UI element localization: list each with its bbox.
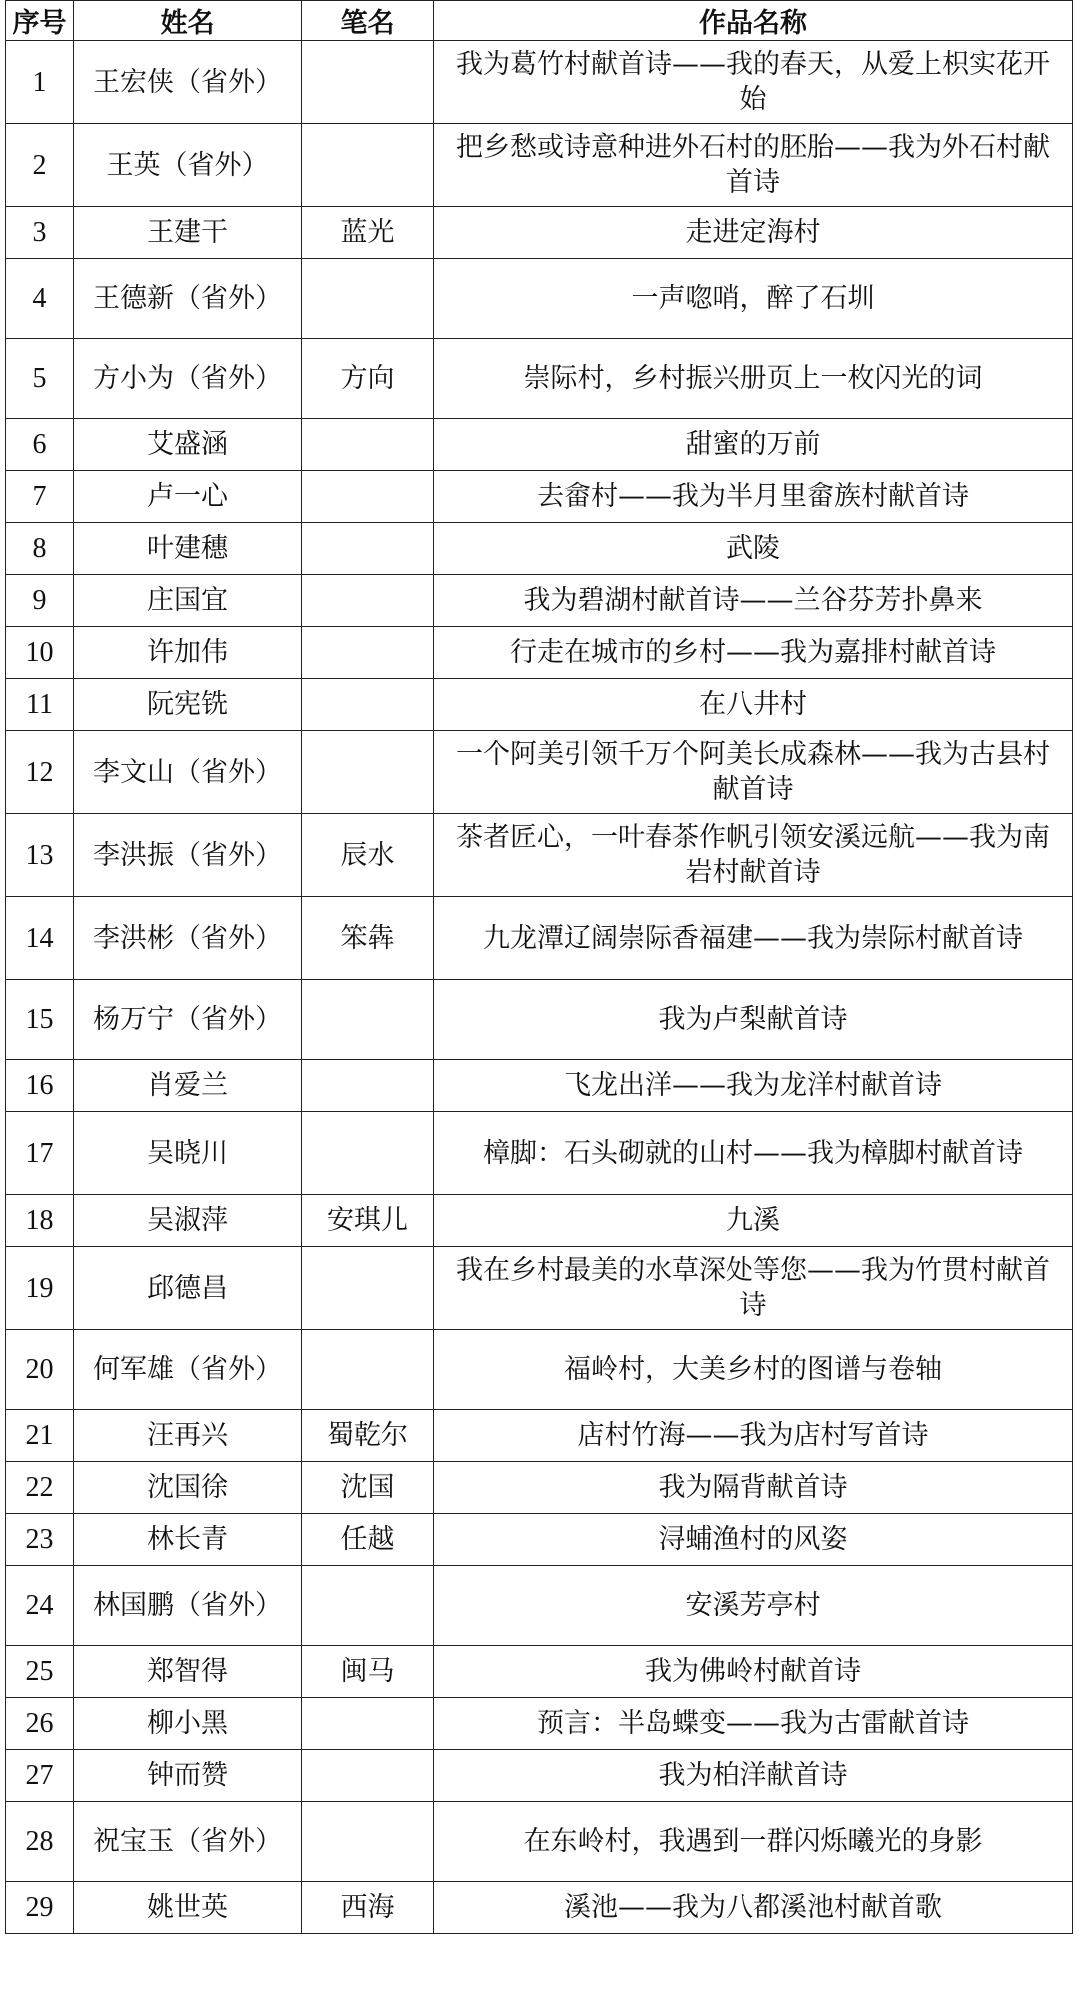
- cell-pen-name: [302, 41, 434, 124]
- table-row: [6, 1882, 1073, 1934]
- cell-pen-name: [302, 124, 434, 207]
- cell-pen-name: 方向: [302, 339, 434, 419]
- cell-name: 柳小黑: [74, 1698, 302, 1750]
- cell-name: 林国鹏（省外）: [74, 1566, 302, 1646]
- cell-number: 9: [6, 575, 74, 627]
- table-row: [6, 124, 1073, 207]
- cell-number: 3: [6, 207, 74, 259]
- cell-name: 许加伟: [74, 627, 302, 679]
- table-row: [6, 1247, 1073, 1330]
- cell-pen-name: 蜀乾尔: [302, 1410, 434, 1462]
- table-row: [6, 471, 1073, 523]
- cell-work-title: 走进定海村: [434, 207, 1073, 259]
- cell-number: 22: [6, 1462, 74, 1514]
- cell-work-title: 一个阿美引领千万个阿美长成森林——我为古县村献首诗: [434, 731, 1073, 814]
- cell-pen-name: [302, 471, 434, 523]
- cell-name: 方小为（省外）: [74, 339, 302, 419]
- table-row: [6, 1462, 1073, 1514]
- cell-pen-name: 辰水: [302, 814, 434, 897]
- cell-number: 2: [6, 124, 74, 207]
- cell-number: 6: [6, 419, 74, 471]
- cell-number: 8: [6, 523, 74, 575]
- cell-pen-name: [302, 980, 434, 1060]
- cell-work-title: 我为碧湖村献首诗——兰谷芬芳扑鼻来: [434, 575, 1073, 627]
- cell-work-title: 福岭村，大美乡村的图谱与卷轴: [434, 1330, 1073, 1410]
- cell-number: 25: [6, 1646, 74, 1698]
- cell-work-title: 在东岭村，我遇到一群闪烁曦光的身影: [434, 1802, 1073, 1882]
- cell-number: 27: [6, 1750, 74, 1802]
- cell-name: 林长青: [74, 1514, 302, 1566]
- cell-pen-name: 沈国: [302, 1462, 434, 1514]
- cell-name: 王英（省外）: [74, 124, 302, 207]
- header-row: [6, 1, 1073, 41]
- cell-number: 28: [6, 1802, 74, 1882]
- cell-name: 吴晓川: [74, 1112, 302, 1195]
- cell-name: 王宏侠（省外）: [74, 41, 302, 124]
- table-row: [6, 679, 1073, 731]
- cell-name: 祝宝玉（省外）: [74, 1802, 302, 1882]
- cell-name: 何军雄（省外）: [74, 1330, 302, 1410]
- cell-work-title: 我为隔背献首诗: [434, 1462, 1073, 1514]
- cell-pen-name: [302, 731, 434, 814]
- cell-name: 李洪振（省外）: [74, 814, 302, 897]
- cell-pen-name: [302, 575, 434, 627]
- table-row: [6, 980, 1073, 1060]
- cell-number: 16: [6, 1060, 74, 1112]
- cell-pen-name: 任越: [302, 1514, 434, 1566]
- cell-pen-name: [302, 1330, 434, 1410]
- cell-number: 21: [6, 1410, 74, 1462]
- cell-number: 13: [6, 814, 74, 897]
- table-row: [6, 1566, 1073, 1646]
- cell-work-title: 我为柏洋献首诗: [434, 1750, 1073, 1802]
- cell-name: 卢一心: [74, 471, 302, 523]
- cell-number: 20: [6, 1330, 74, 1410]
- table-row: [6, 1646, 1073, 1698]
- table-row: [6, 1112, 1073, 1195]
- cell-number: 17: [6, 1112, 74, 1195]
- cell-number: 12: [6, 731, 74, 814]
- cell-number: 5: [6, 339, 74, 419]
- table-row: [6, 627, 1073, 679]
- cell-name: 汪再兴: [74, 1410, 302, 1462]
- cell-work-title: 甜蜜的万前: [434, 419, 1073, 471]
- table-row: [6, 1514, 1073, 1566]
- table-row: [6, 1330, 1073, 1410]
- table-row: [6, 1750, 1073, 1802]
- table-row: [6, 1802, 1073, 1882]
- cell-number: 7: [6, 471, 74, 523]
- cell-work-title: 飞龙出洋——我为龙洋村献首诗: [434, 1060, 1073, 1112]
- cell-number: 18: [6, 1195, 74, 1247]
- cell-pen-name: [302, 1698, 434, 1750]
- cell-name: 郑智得: [74, 1646, 302, 1698]
- cell-work-title: 一声唿哨，醉了石圳: [434, 259, 1073, 339]
- cell-number: 10: [6, 627, 74, 679]
- cell-pen-name: 安琪儿: [302, 1195, 434, 1247]
- cell-pen-name: 闽马: [302, 1646, 434, 1698]
- cell-work-title: 在八井村: [434, 679, 1073, 731]
- cell-pen-name: [302, 1060, 434, 1112]
- table-row: [6, 731, 1073, 814]
- cell-number: 11: [6, 679, 74, 731]
- cell-number: 4: [6, 259, 74, 339]
- cell-pen-name: 西海: [302, 1882, 434, 1934]
- cell-work-title: 浔蜅渔村的风姿: [434, 1514, 1073, 1566]
- cell-work-title: 把乡愁或诗意种进外石村的胚胎——我为外石村献首诗: [434, 124, 1073, 207]
- cell-pen-name: [302, 523, 434, 575]
- cell-name: 艾盛涵: [74, 419, 302, 471]
- cell-number: 15: [6, 980, 74, 1060]
- table-body: [6, 41, 1073, 1934]
- cell-work-title: 安溪芳亭村: [434, 1566, 1073, 1646]
- header-number: 序号: [6, 1, 74, 41]
- table-row: [6, 419, 1073, 471]
- cell-pen-name: [302, 1247, 434, 1330]
- table-row: [6, 1410, 1073, 1462]
- cell-number: 23: [6, 1514, 74, 1566]
- table-row: [6, 1195, 1073, 1247]
- table-row: [6, 207, 1073, 259]
- table-row: [6, 1698, 1073, 1750]
- cell-name: 阮宪铣: [74, 679, 302, 731]
- cell-number: 24: [6, 1566, 74, 1646]
- cell-name: 王建干: [74, 207, 302, 259]
- cell-number: 26: [6, 1698, 74, 1750]
- cell-work-title: 九龙潭辽阔崇际香福建——我为崇际村献首诗: [434, 897, 1073, 980]
- cell-work-title: 樟脚：石头砌就的山村——我为樟脚村献首诗: [434, 1112, 1073, 1195]
- cell-name: 庄国宜: [74, 575, 302, 627]
- table-row: [6, 41, 1073, 124]
- cell-pen-name: [302, 259, 434, 339]
- cell-number: 29: [6, 1882, 74, 1934]
- table-row: [6, 1060, 1073, 1112]
- header-work-title: 作品名称: [434, 1, 1073, 41]
- works-table: [5, 0, 1073, 1934]
- cell-pen-name: [302, 679, 434, 731]
- table-row: [6, 897, 1073, 980]
- header-name: 姓名: [74, 1, 302, 41]
- table-row: [6, 814, 1073, 897]
- cell-work-title: 茶者匠心，一叶春茶作帆引领安溪远航——我为南岩村献首诗: [434, 814, 1073, 897]
- cell-name: 姚世英: [74, 1882, 302, 1934]
- cell-number: 14: [6, 897, 74, 980]
- cell-work-title: 九溪: [434, 1195, 1073, 1247]
- table-row: [6, 575, 1073, 627]
- cell-work-title: 武陵: [434, 523, 1073, 575]
- table-row: [6, 523, 1073, 575]
- cell-name: 杨万宁（省外）: [74, 980, 302, 1060]
- table-row: [6, 339, 1073, 419]
- cell-name: 吴淑萍: [74, 1195, 302, 1247]
- cell-name: 沈国徐: [74, 1462, 302, 1514]
- header-pen-name: 笔名: [302, 1, 434, 41]
- cell-work-title: 我为葛竹村献首诗——我的春天，从爱上枳实花开始: [434, 41, 1073, 124]
- cell-work-title: 我为佛岭村献首诗: [434, 1646, 1073, 1698]
- cell-number: 1: [6, 41, 74, 124]
- cell-name: 李文山（省外）: [74, 731, 302, 814]
- cell-number: 19: [6, 1247, 74, 1330]
- cell-pen-name: [302, 627, 434, 679]
- cell-pen-name: [302, 1750, 434, 1802]
- cell-name: 王德新（省外）: [74, 259, 302, 339]
- cell-pen-name: 笨犇: [302, 897, 434, 980]
- cell-pen-name: 蓝光: [302, 207, 434, 259]
- cell-name: 邱德昌: [74, 1247, 302, 1330]
- cell-work-title: 店村竹海——我为店村写首诗: [434, 1410, 1073, 1462]
- cell-pen-name: [302, 1566, 434, 1646]
- cell-pen-name: [302, 1802, 434, 1882]
- cell-name: 钟而赞: [74, 1750, 302, 1802]
- cell-work-title: 行走在城市的乡村——我为嘉排村献首诗: [434, 627, 1073, 679]
- cell-work-title: 溪池——我为八都溪池村献首歌: [434, 1882, 1073, 1934]
- cell-name: 肖爱兰: [74, 1060, 302, 1112]
- cell-pen-name: [302, 419, 434, 471]
- cell-work-title: 崇际村，乡村振兴册页上一枚闪光的词: [434, 339, 1073, 419]
- table-row: [6, 259, 1073, 339]
- cell-work-title: 预言：半岛蝶变——我为古雷献首诗: [434, 1698, 1073, 1750]
- cell-pen-name: [302, 1112, 434, 1195]
- cell-work-title: 我在乡村最美的水草深处等您——我为竹贯村献首诗: [434, 1247, 1073, 1330]
- cell-work-title: 我为卢梨献首诗: [434, 980, 1073, 1060]
- cell-name: 李洪彬（省外）: [74, 897, 302, 980]
- cell-work-title: 去畲村——我为半月里畲族村献首诗: [434, 471, 1073, 523]
- cell-name: 叶建穗: [74, 523, 302, 575]
